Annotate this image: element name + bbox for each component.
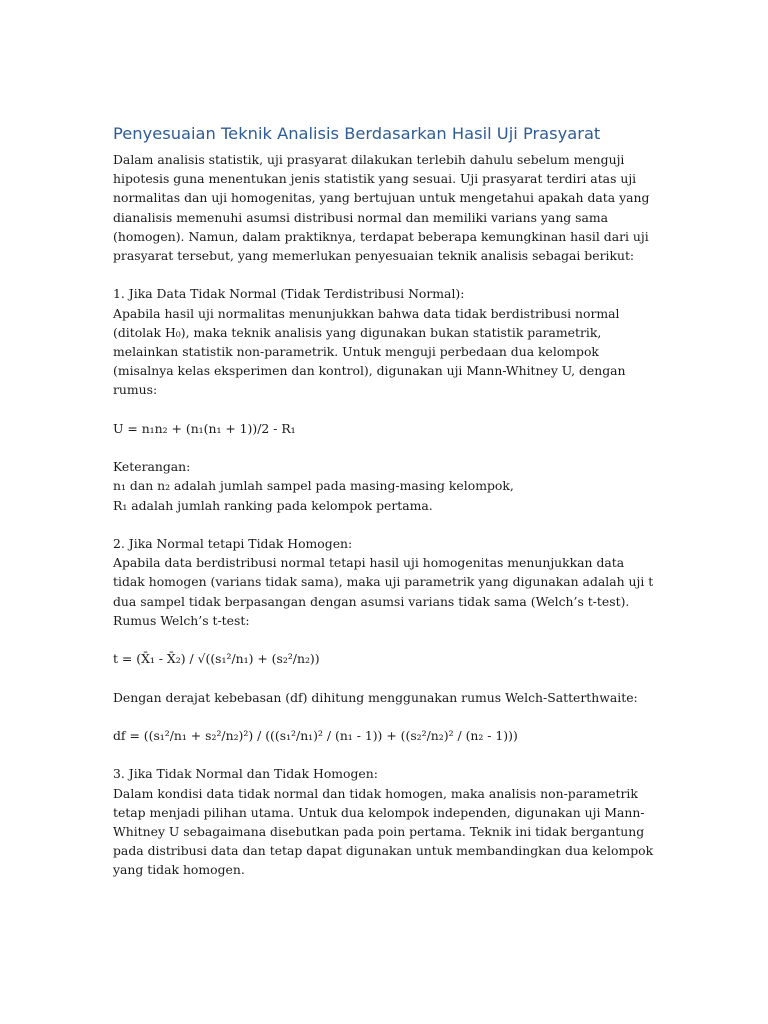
paragraph-spacer: [113, 515, 658, 534]
welch-satterthwaite-formula: df = ((s₁²/n₁ + s₂²/n₂)²) / (((s₁²/n₁)² / (n₁ - 1)) + ((s₂²/n₂)² / (n₂ - 1))): [113, 727, 518, 743]
note-sample-size: n₁ dan n₂ adalah jumlah sampel pada masing-masing kelompok,: [113, 478, 514, 494]
note-rank-sum: R₁ adalah jumlah ranking pada kelompok pertama.: [113, 497, 433, 513]
welch-t-formula: t = (X̄₁ - X̄₂) / √((s₁²/n₁) + (s₂²/n₂)): [113, 651, 320, 667]
mann-whitney-formula: U = n₁n₂ + (n₁(n₁ + 1))/2 - R₁: [113, 420, 296, 436]
section-normal-not-homogeneous: [113, 534, 658, 745]
paragraph-spacer: [113, 745, 658, 764]
notes-label: Keterangan:: [113, 459, 191, 475]
section2-heading: 2. Jika Normal tetapi Tidak Homogen:: [113, 536, 353, 551]
paragraph-spacer: [113, 438, 658, 457]
section3-body: Dalam kondisi data tidak normal dan tidak homogen, maka analisis non-parametrik tetap menjadi pilihan utama. Untuk dua kelompok independen, digunakan uji Mann-Whitney U sebagaimana disebutkan pada poin pertama. Teknik ini tidak bergantung pada distribusi data dan tetap dapat digunakan untuk membandingkan dua kelompok yang tidak homogen.: [113, 785, 654, 878]
paragraph-spacer: [113, 668, 658, 687]
paragraph-spacer: [113, 630, 658, 649]
paragraph-spacer: [113, 265, 658, 284]
section1-body: Apabila hasil uji normalitas menunjukkan bahwa data tidak berdistribusi normal (ditolak H₀), maka teknik analisis yang digunakan bukan statistik parametrik, melainkan statistik non-parametrik. Untuk menguji perbedaan dua kelompok (misalnya kelas eksperimen dan kontrol), digunakan uji Mann-Whitney U, dengan rumus:: [113, 305, 626, 398]
document-page: [113, 122, 658, 880]
paragraph-spacer: [113, 707, 658, 726]
section2-body: Apabila data berdistribusi normal tetapi hasil uji homogenitas menunjukkan data tidak homogen (varians tidak sama), maka uji parametrik yang digunakan adalah uji t dua sampel tidak berpasangan dengan asumsi varians tidak sama (Welch’s t-test). Rumus Welch’s t-test:: [113, 555, 654, 628]
df-description: Dengan derajat kebebasan (df) dihitung menggunakan rumus Welch-Satterthwaite:: [113, 689, 638, 705]
section-non-normal: [113, 284, 658, 514]
intro-paragraph: Dalam analisis statistik, uji prasyarat dilakukan terlebih dahulu sebelum menguji hipotesis guna menentukan jenis statistik yang sesuai. Uji prasyarat terdiri atas uji normalitas dan uji homogenitas, yang bertujuan untuk mengetahui apakah data yang dianalisis memenuhi asumsi distribusi normal dan memiliki varians yang sama (homogen). Namun, dalam praktiknya, terdapat beberapa kemungkinan hasil dari uji prasyarat tersebut, yang memerlukan penyesuaian teknik analisis sebagai berikut:: [113, 152, 650, 264]
paragraph-spacer: [113, 400, 658, 419]
document-title: Penyesuaian Teknik Analisis Berdasarkan Hasil Uji Prasyarat: [113, 124, 601, 143]
section3-heading: 3. Jika Tidak Normal dan Tidak Homogen:: [113, 766, 378, 782]
section-non-normal-not-homogeneous: [113, 764, 658, 879]
section1-heading: 1. Jika Data Tidak Normal (Tidak Terdistribusi Normal):: [113, 286, 465, 302]
